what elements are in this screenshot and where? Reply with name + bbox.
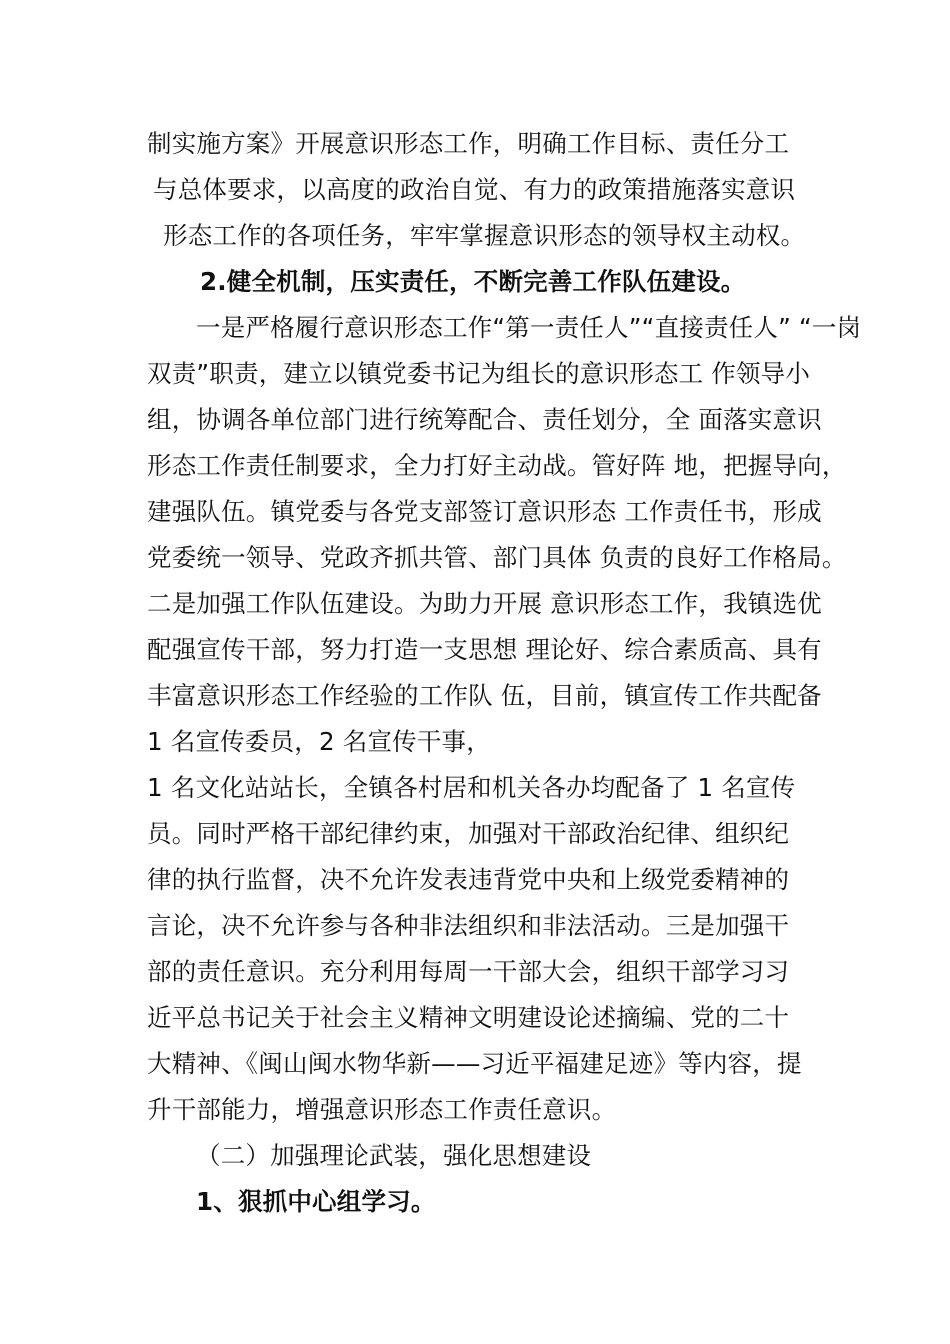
paragraph-line: 配强宣传干部，努力打造一支思想 理论好、综合素质高、具有 — [147, 635, 822, 664]
paragraph-line: 丰富意识形态工作经验的工作队 伍，目前，镇宣传工作共配备 — [147, 681, 822, 710]
paragraph-line: 部的责任意识。充分利用每周一干部大会，组织干部学习习 — [147, 957, 790, 986]
paragraph-line: 形态工作的各项任务，牢牢掌握意识形态的领导权主动权。 — [163, 221, 806, 250]
paragraph-line: 一是严格履行意识形态工作“第一责任人”“直接责任人” “一岗 — [196, 313, 862, 342]
paragraph-line: 双责”职责，建立以镇党委书记为组长的意识形态工 作领导小 — [147, 359, 811, 388]
paragraph-line: 党委统一领导、党政齐抓共管、部门具体 负责的良好工作格局。 — [147, 543, 847, 572]
paragraph-line: 建强队伍。镇党委与各党支部签订意识形态 工作责任书，形成 — [147, 497, 822, 526]
paragraph-line: 言论，决不允许参与各种非法组织和非法活动。三是加强干 — [147, 911, 790, 940]
paragraph-line: 近平总书记关于社会主义精神文明建设论述摘编、党的二十 — [147, 1003, 790, 1032]
paragraph-line: 员。同时严格干部纪律约束，加强对干部政治纪律、组织纪 — [147, 819, 790, 848]
paragraph-line: 二是加强工作队伍建设。为助力开展 意识形态工作，我镇选优 — [147, 589, 822, 618]
section-heading: （二）加强理论武装，强化思想建设 — [196, 1141, 592, 1170]
section-heading: 2.健全机制，压实责任，不断完善工作队伍建设。 — [200, 267, 746, 296]
paragraph-line: 大精神、《闽山闽水物华新——习近平福建足迹》等内容，提 — [147, 1049, 802, 1078]
paragraph-line: 与总体要求，以高度的政治自觉、有力的政策措施落实意识 — [153, 175, 796, 204]
paragraph-line: 1 名宣传委员，2 名宣传干事， — [147, 727, 491, 756]
subsection-heading: 1、狠抓中心组学习。 — [196, 1187, 436, 1216]
paragraph-line: 制实施方案》开展意识形态工作，明确工作目标、责任分工 — [147, 129, 790, 158]
paragraph-line: 律的执行监督，决不允许发表违背党中央和上级党委精神的 — [147, 865, 790, 894]
paragraph-line: 组，协调各单位部门进行统筹配合、责任划分，全 面落实意识 — [147, 405, 822, 434]
paragraph-line: 形态工作责任制要求，全力打好主动战。管好阵 地，把握导向， — [147, 451, 847, 480]
paragraph-line: 1 名文化站站长，全镇各村居和机关各办均配备了 1 名宣传 — [147, 773, 796, 802]
paragraph-line: 升干部能力，增强意识形态工作责任意识。 — [147, 1095, 617, 1124]
